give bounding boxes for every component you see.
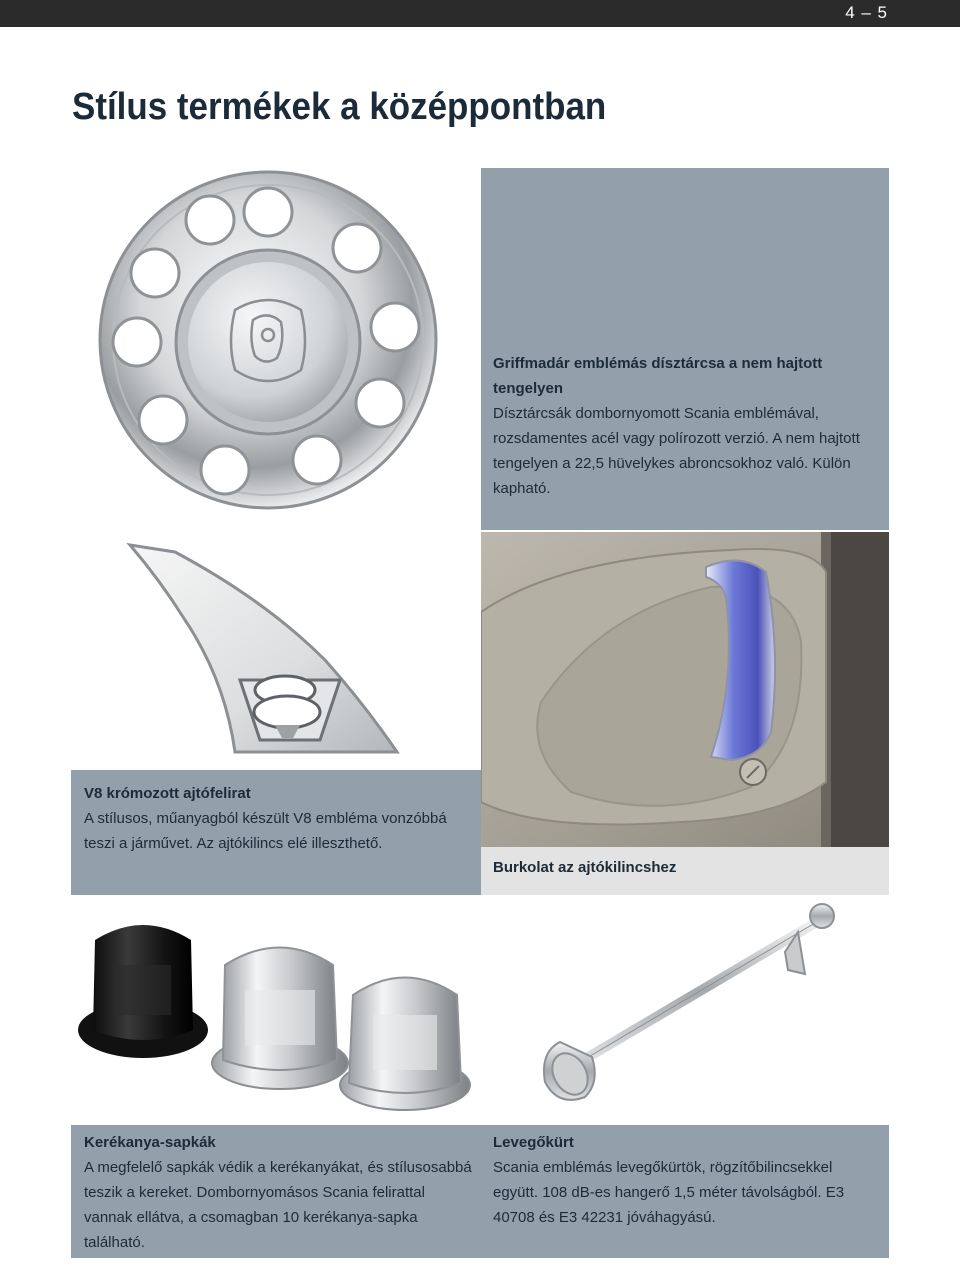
air-horn-caption (493, 1130, 878, 1230)
air-horn-title: Levegőkürt (493, 1134, 574, 1151)
air-horn-image (530, 902, 840, 1122)
nut-caps-image (75, 905, 475, 1125)
hubcap-image (95, 170, 450, 515)
hubcap-caption (493, 351, 878, 501)
chrome-nut-cap-icon (340, 978, 470, 1111)
v8-badge-description: A stílusos, műanyagból készült V8 embléma vonzóbbá teszi a járművet. Az ajtókilincs elé illeszthető. (84, 810, 447, 852)
chrome-nut-cap-icon (212, 948, 348, 1090)
air-horn-description: Scania emblémás levegőkürtök, rögzítőbilincsekkel együtt. 108 dB-es hangerő 1,5 méter távolságból. E3 40708 és E3 42231 jóváhagyású. (493, 1159, 845, 1226)
nut-caps-description: A megfelelő sapkák védik a kerékanyákat, és stílusosabbá teszik a kereket. Dombornyomásos Scania felirattal vannak ellátva, a csomagban 10 kerékanya-sapka található. (84, 1159, 472, 1251)
v8-badge-image (125, 540, 405, 762)
air-horn-icon (544, 904, 834, 1101)
door-handle-image (481, 532, 889, 847)
top-bar (0, 0, 960, 27)
nut-caps-title: Kerékanya-sapkák (84, 1134, 216, 1151)
nut-caps-caption (84, 1130, 474, 1255)
page-title: Stílus termékek a középpontban (72, 86, 607, 128)
page-number: 4 – 5 (845, 3, 888, 22)
door-handle-caption (493, 855, 878, 880)
black-nut-cap-icon (78, 925, 208, 1058)
hubcap-title: Griffmadár emblémás dísztárcsa a nem hajtott tengelyen (493, 355, 823, 397)
v8-badge-caption (84, 781, 469, 856)
v8-badge-title: V8 krómozott ajtófelirat (84, 785, 251, 802)
door-handle-title: Burkolat az ajtókilincshez (493, 859, 677, 876)
hubcap-description: Dísztárcsák dombornyomott Scania emblémával, rozsdamentes acél vagy polírozott verzió. A nem hajtott tengelyen a 22,5 hüvelykes abroncsokhoz való. Külön kapható. (493, 405, 860, 497)
